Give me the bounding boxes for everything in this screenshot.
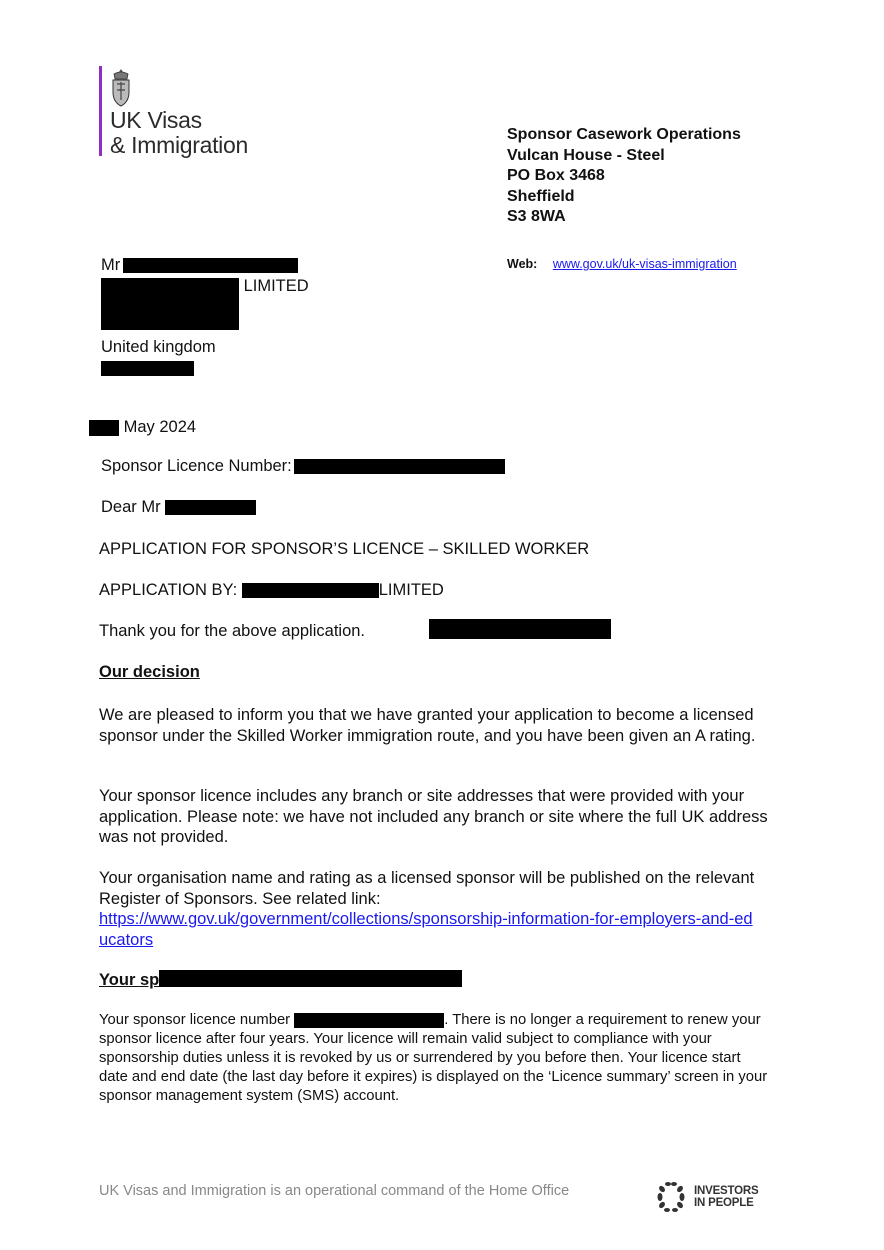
licence-heading: Your sp: [99, 970, 769, 991]
royal-crest-icon: [108, 68, 134, 110]
redaction: [123, 258, 298, 273]
redaction: [101, 292, 239, 330]
redaction: [429, 619, 611, 639]
redaction: [294, 459, 505, 474]
investors-in-people-badge: INVESTORS IN PEOPLE: [654, 1180, 758, 1214]
decision-paragraph: We are pleased to inform you that we have granted your application to become a licensed sponsor under the Skilled Worker immigration route, and you have been given an A rating.: [99, 706, 756, 745]
recipient-address: Mr LIMITED United kingdom: [101, 255, 309, 378]
web-contact: Web: www.gov.uk/uk-visas-immigration: [507, 257, 737, 271]
letter-date: May 2024: [89, 418, 196, 437]
logo-wordmark: UK Visas & Immigration: [110, 107, 248, 158]
register-link[interactable]: https://www.gov.uk/government/collections/sponsorship-information-for-employers-and-educators: [99, 910, 753, 949]
register-paragraph: Your organisation name and rating as a licensed sponsor will be published on the relevant Register of Sponsors. See related link: https://www.gov.uk/government/collections/sponsorship-information-for-employers-and-educators: [99, 868, 769, 950]
brand-bar: [99, 66, 102, 156]
subject-line: APPLICATION FOR SPONSOR’S LICENCE – SKILLED WORKER: [99, 540, 590, 558]
decision-heading: Our decision: [99, 663, 200, 681]
branch-paragraph: Your sponsor licence includes any branch or site addresses that were provided with your application. Please note: we have not included any branch or site where the full UK address was not provided.: [99, 787, 768, 846]
footer-text: UK Visas and Immigration is an operational command of the Home Office: [99, 1183, 570, 1199]
laurel-wreath-icon: [654, 1180, 688, 1214]
licence-paragraph: Your sponsor licence number . There is no longer a requirement to renew your sponsor licence after four years. Your licence will remain valid subject to compliance with your sponsorship duties unless it is revoked by us or surrendered by you before then. Your licence start date and end date (the last day before it expires) is displayed on the ‘Licence summary’ screen in your sponsor management system (SMS) account.: [99, 1012, 768, 1104]
thanks-line: Thank you for the above application.: [99, 621, 769, 642]
redaction: [89, 420, 119, 436]
greeting: Dear Mr: [101, 498, 256, 517]
redaction: [159, 970, 462, 987]
redaction: [294, 1013, 444, 1028]
web-link[interactable]: www.gov.uk/uk-visas-immigration: [552, 257, 737, 271]
redaction: [101, 361, 194, 376]
application-by: APPLICATION BY: LIMITED: [99, 581, 444, 599]
redaction: [165, 500, 256, 515]
licence-number: Sponsor Licence Number:: [101, 457, 505, 476]
redaction: [242, 583, 379, 598]
sender-address: Sponsor Casework Operations Vulcan House - Steel PO Box 3468 Sheffield S3 8WA: [507, 126, 741, 225]
